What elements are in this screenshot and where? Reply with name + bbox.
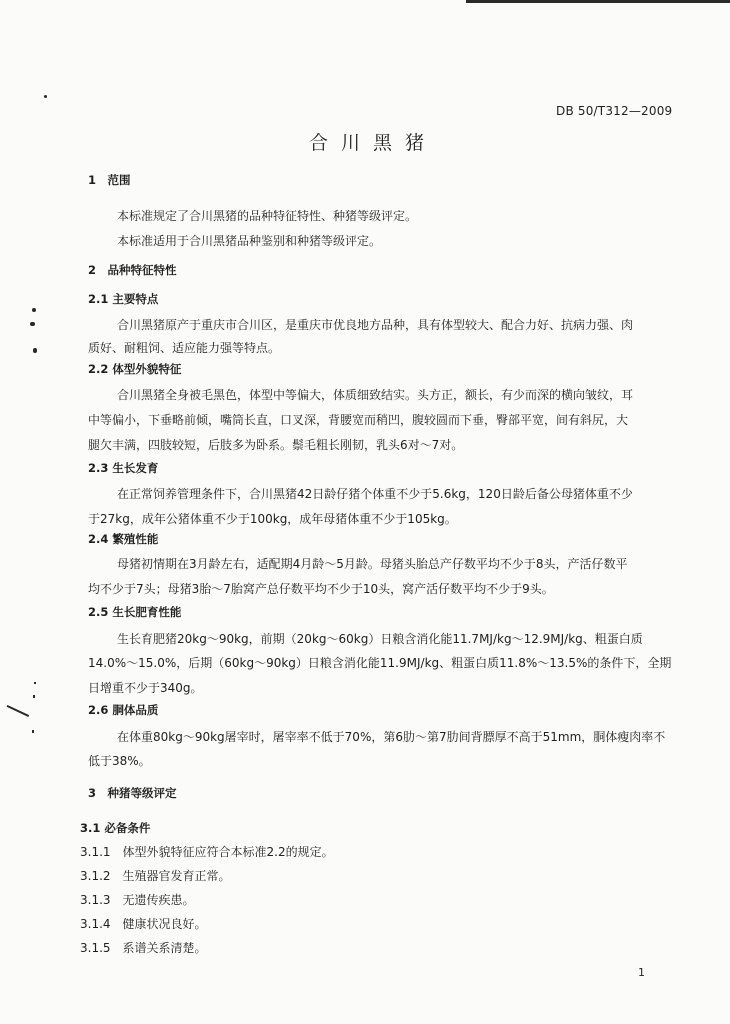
section-2-4-line: 母猪初情期在3月龄左右，适配期4月龄～5月龄。母猪头胎总产仔数平均不少于8头，产活仔数平 [117,557,628,571]
scan-dot [33,348,37,353]
scan-dot [32,308,36,312]
section-3-1-4: 3.1.4 健康状况良好。 [80,917,207,931]
section-3-1-2: 3.1.2 生殖器官发育正常。 [80,869,231,883]
section-2-1-line: 合川黑猪原产于重庆市合川区，是重庆市优良地方品种，具有体型较大、配合力好、抗病力强、肉 [117,318,634,332]
scan-dot [34,682,36,684]
section-2-6-line: 低于38%。 [88,754,151,768]
scan-border-line [466,0,730,3]
scan-dot [30,322,35,326]
section-2-6-heading: 2.6 胴体品质 [88,703,159,717]
scan-dot [32,730,34,733]
section-3-heading: 3 种猪等级评定 [88,786,177,800]
standard-code: DB 50/T312—2009 [556,104,673,118]
section-2-4-heading: 2.4 繁殖性能 [88,532,159,546]
section-2-4-line: 均不少于7头；母猪3胎～7胎窝产总仔数平均不少于10头，窝产活仔数平均不少于9头。 [88,582,554,596]
section-2-5-heading: 2.5 生长肥育性能 [88,605,182,619]
section-2-3-heading: 2.3 生长发育 [88,461,159,475]
section-2-3-line: 在正常饲养管理条件下，合川黑猪42日龄仔猪个体重不少于5.6kg，120日龄后备公母猪体重不少 [117,487,633,501]
section-2-heading: 2 品种特征特性 [88,263,177,277]
section-2-2-line: 中等偏小，下垂略前倾，嘴筒长直，口叉深，背腰宽而稍凹，腹较圆而下垂，臀部平宽，间有斜尻，大 [88,413,629,427]
scan-dot [33,695,35,698]
section-3-1-heading: 3.1 必备条件 [80,821,151,835]
section-2-1-heading: 2.1 主要特点 [88,292,159,306]
section-3-1-5: 3.1.5 系谱关系清楚。 [80,941,207,955]
document-title: 合川黑猪 [308,132,437,154]
section-1-paragraph-2: 本标准适用于合川黑猪品种鉴别和种猪等级评定。 [117,234,382,248]
page-number: 1 [638,966,645,979]
section-2-2-line: 腿欠丰满，四肢较短，后肢多为卧系。鬃毛粗长刚韧，乳头6对～7对。 [88,438,464,452]
section-2-2-heading: 2.2 体型外貌特征 [88,362,182,376]
section-2-3-line: 于27kg，成年公猪体重不少于100kg，成年母猪体重不少于105kg。 [88,512,457,526]
section-2-5-line: 生长育肥猪20kg～90kg，前期（20kg～60kg）日粮含消化能11.7MJ/kg～12.9MJ/kg、粗蛋白质 [117,632,643,646]
section-2-6-line: 在体重80kg～90kg屠宰时，屠宰率不低于70%，第6肋～第7肋间背膘厚不高于51mm，胴体瘦肉率不 [117,730,666,744]
section-2-5-line: 日增重不少于340g。 [88,681,203,695]
section-3-1-1: 3.1.1 体型外貌特征应符合本标准2.2的规定。 [80,845,334,859]
section-1-paragraph-1: 本标准规定了合川黑猪的品种特征特性、种猪等级评定。 [117,209,418,223]
section-3-1-3: 3.1.3 无遗传疾患。 [80,893,195,907]
section-2-1-line: 质好、耐粗饲、适应能力强等特点。 [88,341,281,355]
scan-stroke [7,705,29,717]
section-1-heading: 1 范围 [88,173,131,187]
section-2-2-line: 合川黑猪全身被毛黑色，体型中等偏大，体质细致结实。头方正，额长，有少而深的横向皱纹，耳 [117,388,634,402]
scan-dot [44,95,47,98]
section-2-5-line: 14.0%～15.0%，后期（60kg～90kg）日粮含消化能11.9MJ/kg、粗蛋白质11.8%～13.5%的条件下，全期 [88,656,672,670]
